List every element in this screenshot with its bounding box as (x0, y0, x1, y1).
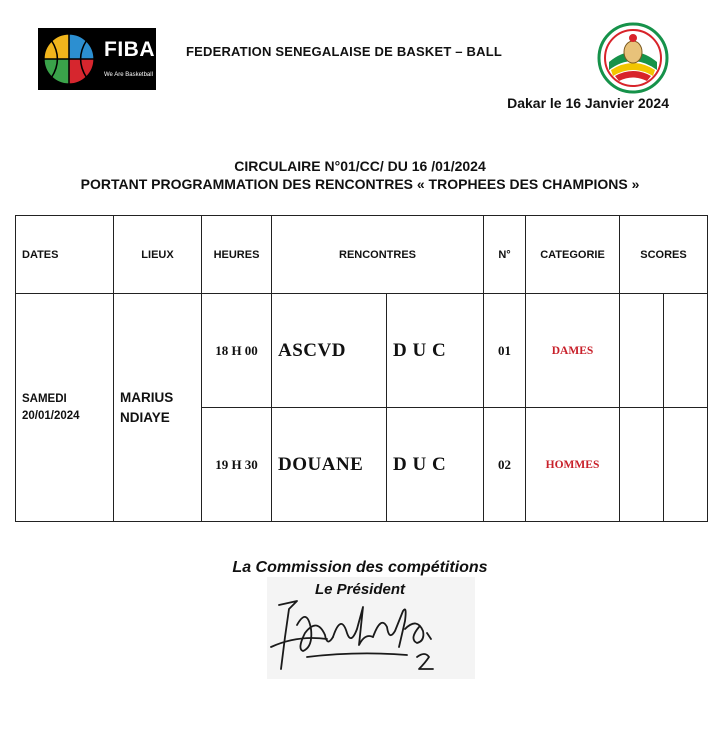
match-category: HOMMES (526, 408, 620, 522)
table-header-row (16, 216, 708, 294)
header-rencontres: RENCONTRES (272, 216, 484, 294)
match-day-cell (16, 294, 114, 522)
schedule-table (15, 215, 708, 522)
table-row (16, 294, 708, 408)
header-lieux: LIEUX (114, 216, 202, 294)
match-number: 02 (484, 408, 526, 522)
score-away (664, 408, 708, 522)
venue-line-2: NDIAYE (120, 409, 170, 425)
team-home: ASCVD (272, 294, 387, 408)
match-time: 19 H 30 (202, 408, 272, 522)
header-categorie: CATEGORIE (526, 216, 620, 294)
fiba-logo (38, 28, 156, 90)
circular-subtitle: PORTANT PROGRAMMATION DES RENCONTRES « TROPHEES DES CHAMPIONS » (80, 176, 640, 192)
venue-cell (114, 294, 202, 522)
score-away (664, 294, 708, 408)
venue-line-1: MARIUS (120, 389, 174, 405)
date-line: Dakar le 16 Janvier 2024 (507, 95, 669, 111)
president-title: Le Président (314, 581, 406, 598)
fiba-wordmark: FIBA (104, 38, 155, 61)
score-home (620, 408, 664, 522)
header-numero: N° (484, 216, 526, 294)
circular-title: CIRCULAIRE N°01/CC/ DU 16 /01/2024 (234, 158, 486, 174)
federation-title: FEDERATION SENEGALAISE DE BASKET – BALL (186, 44, 502, 59)
match-time: 18 H 00 (202, 294, 272, 408)
header-scores: SCORES (620, 216, 708, 294)
basketball-icon (40, 30, 98, 88)
team-away: D U C (387, 294, 484, 408)
federation-emblem-icon (597, 22, 669, 94)
match-date: 20/01/2024 (22, 409, 80, 422)
match-day: SAMEDI (22, 392, 67, 405)
match-category: DAMES (526, 294, 620, 408)
fiba-tagline: We Are Basketball (104, 72, 153, 78)
team-home: DOUANE (272, 408, 387, 522)
header-heures: HEURES (202, 216, 272, 294)
match-number: 01 (484, 294, 526, 408)
score-home (620, 294, 664, 408)
header-dates: DATES (16, 216, 114, 294)
team-away: D U C (387, 408, 484, 522)
commission-title: La Commission des compétitions (232, 559, 488, 576)
